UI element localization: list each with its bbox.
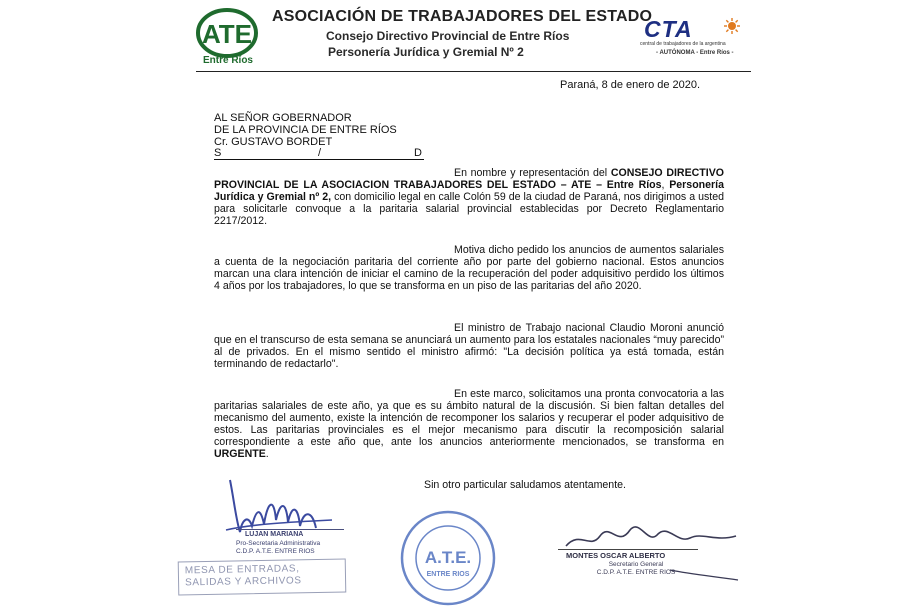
signature-right-line <box>558 549 698 550</box>
paragraph-2 <box>214 244 724 292</box>
closing-text: Sin otro particular saludamos atentamente. <box>424 479 626 491</box>
signature-left-role-2: C.D.P. A.T.E. ENTRE RIOS <box>236 548 315 555</box>
signature-right-role <box>586 561 686 577</box>
signature-right-role-2: C.D.P. A.T.E. ENTRE RIOS <box>596 569 676 576</box>
paragraph-4-text-a: En este marco, solicitamos una pronta convocatoria a las paritarias salariales de este año, ya que es su ámbito natural de la discusión. Si bien faltan detalles del mecanismo del aumento, existe la intención de recomponer los salarios y recuperar el poder adquisitivo de estos. Las paritarias provinciales es el mejor mecanismo para discutir la recomposición salarial correspondiente a este año que, ante los anuncios anteriormente mencionados, se transforma en <box>214 388 724 449</box>
paragraph-1-text-e: con domicilio legal en calle Colón 59 de la ciudad de Paraná, nos dirigimos a usted para solicitarle convoque a la paritaria salarial provincial establecidas por Decreto Reglamentario 2217/2012. <box>214 191 724 228</box>
recipient-line-3: Cr. GUSTAVO BORDET <box>214 136 333 148</box>
paragraph-4-text-c: . <box>265 448 269 461</box>
paragraph-3 <box>214 322 724 370</box>
paragraph-1 <box>214 167 724 227</box>
paragraph-1-org-name: CONSEJO DIRECTIVO PROVINCIAL DE LA ASOCIACION TRABAJADORES DEL ESTADO – ATE – Entre Ríos <box>214 167 724 192</box>
recipient-sd-line <box>214 147 424 160</box>
paragraph-4 <box>214 388 724 461</box>
letterhead-divider <box>196 71 751 72</box>
letterhead-title: ASOCIACIÓN DE TRABAJADORES DEL ESTADO <box>272 8 653 25</box>
cta-caption-2: - AUTÓNOMA - Entre Ríos - <box>656 50 734 56</box>
signature-left-role-1: Pro-Secretaria Administrativa <box>236 540 321 547</box>
cta-logo <box>640 16 750 72</box>
ate-logo-caption: Entre Ríos <box>202 55 253 66</box>
ate-logo-text: ATE <box>201 19 253 49</box>
sd-slash: / <box>318 147 322 159</box>
mesa-stamp-line-2: SALIDAS Y ARCHIVOS <box>184 575 302 589</box>
recipient-line-1: AL SEÑOR GOBERNADOR <box>214 112 352 124</box>
recipient-line-2: DE LA PROVINCIA DE ENTRE RÍOS <box>214 124 397 136</box>
paragraph-1-text-a: En nombre y representación del <box>454 167 611 179</box>
signature-left-line <box>236 529 344 530</box>
ate-round-stamp <box>398 508 498 608</box>
cta-caption-1: central de trabajadores de la argentina <box>640 41 726 47</box>
letter-date: Paraná, 8 de enero de 2020. <box>560 79 701 91</box>
sun-icon <box>724 18 740 34</box>
mesa-entradas-stamp <box>178 559 347 596</box>
mesa-stamp-line-1: MESA DE ENTRADAS, <box>184 563 300 577</box>
signature-left-name: LUJAN MARIANA <box>245 531 304 538</box>
ate-stamp-center: A.T.E. <box>424 548 472 567</box>
signature-right-role-1: Secretario General <box>608 561 664 568</box>
signature-left-role <box>236 540 320 556</box>
cta-logo-text: CTA <box>644 16 693 42</box>
paragraph-2-text: Motiva dicho pedido los anuncios de aumentos salariales a cuenta de la negociación paritaria del corriente año por parte del gobierno nacional. Estos anuncios marcan una clara intención de iniciar el camino de la recuperación del poder adquisitivo perdido los últimos 4 años por los trabajadores, lo que se transforma en un piso de las paritarias del año 2020. <box>214 244 724 293</box>
sd-s: S <box>214 147 222 159</box>
paragraph-4-urgent: URGENTE <box>214 448 266 461</box>
ate-stamp-sub: ENTRE RIOS <box>426 571 470 578</box>
signature-right-name: MONTES OSCAR ALBERTO <box>566 551 666 560</box>
paragraph-1-legal-status: Personería Jurídica y Gremial nº 2, <box>214 179 724 204</box>
letterhead-subtitle-1: Consejo Directivo Provincial de Entre Ríos <box>326 29 570 43</box>
sd-d: D <box>414 147 422 159</box>
paragraph-3-text: El ministro de Trabajo nacional Claudio Moroni anunció que en el transcurso de esta semana se anunciará un aumento para los estatales nacionales “muy parecido” al de privados. En el mismo sentido el ministro afirmó: "La decisión política ya está tomada, están terminando de redactarlo". <box>214 322 724 371</box>
letterhead-subtitle-2: Personería Jurídica y Gremial Nº 2 <box>328 45 524 59</box>
paragraph-1-text-c: , <box>661 179 670 192</box>
